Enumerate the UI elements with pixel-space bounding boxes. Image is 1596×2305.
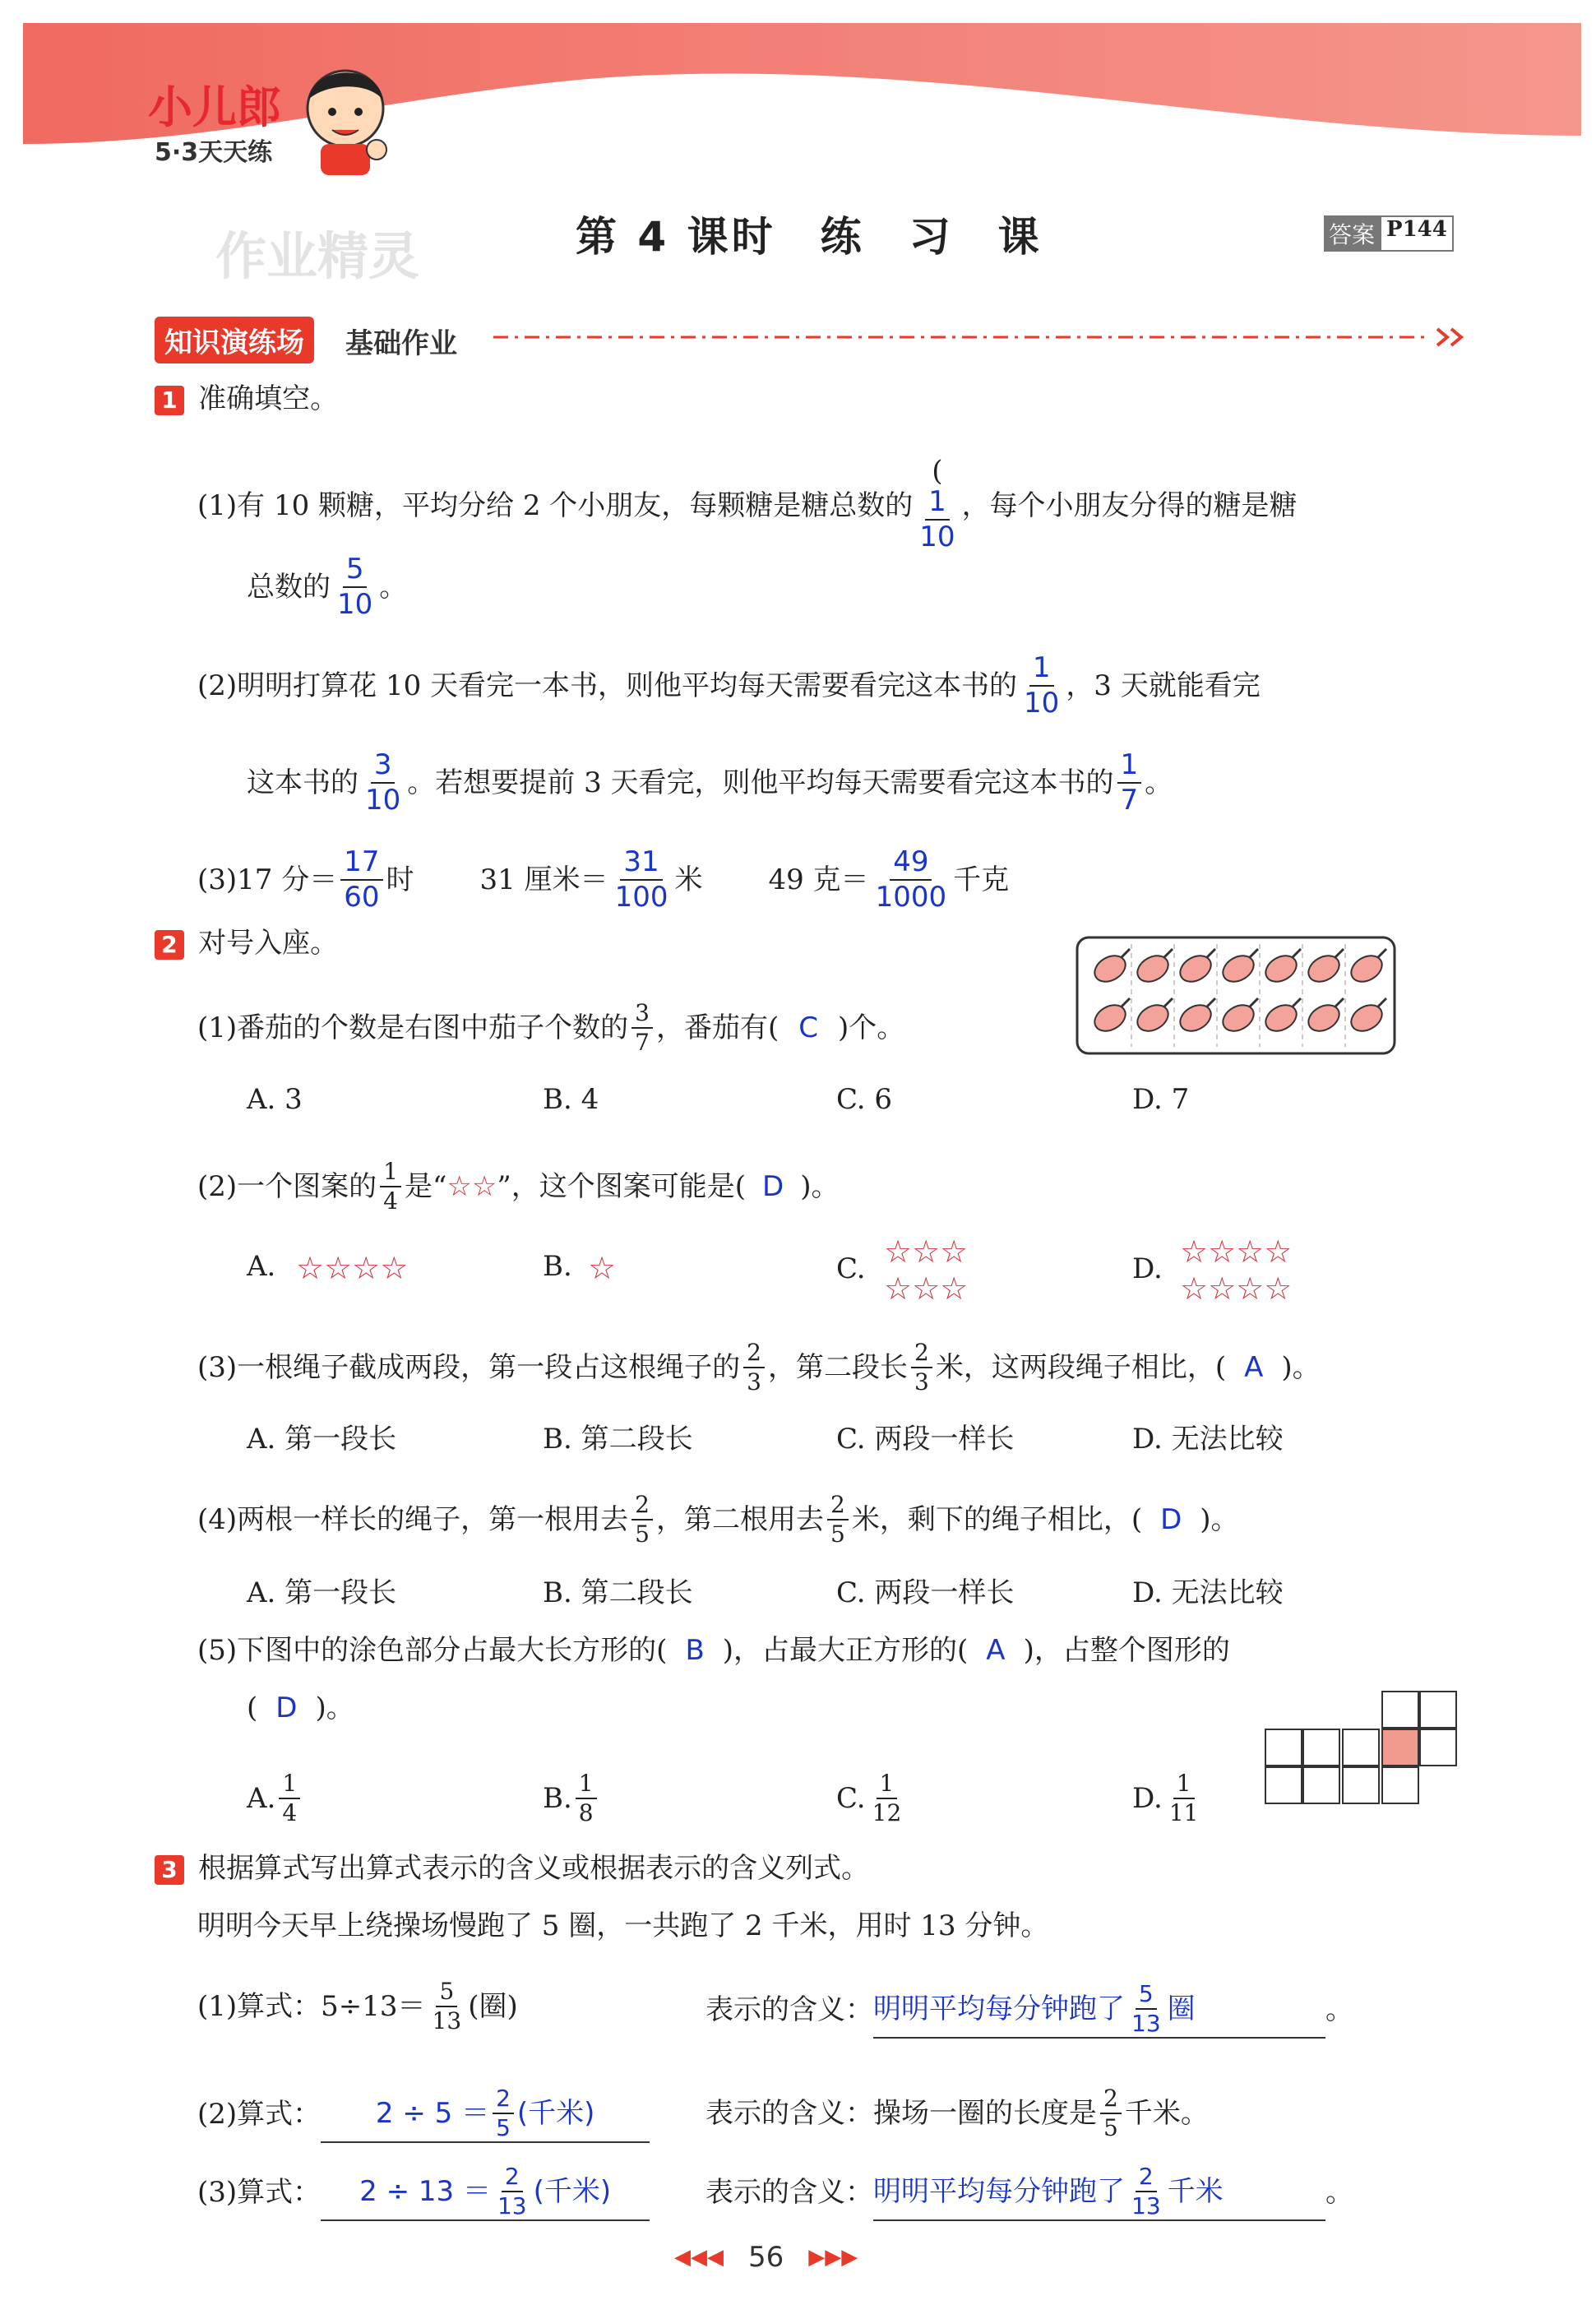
denominator: 1000 (875, 880, 947, 914)
answer-line (321, 2085, 650, 2143)
answer-text: 2 ÷ 5 ＝ (375, 2096, 490, 2130)
page-title: 第 4 课时 练 习 课 (576, 213, 1043, 261)
denominator: 13 (1131, 2009, 1161, 2037)
q2-s1-opt-d: D. 7 (1132, 1083, 1190, 1116)
q2-s4 (197, 1491, 1239, 1548)
q2-s3-opt-a: A. 第一段长 (247, 1423, 397, 1456)
q3-number: 3 (155, 1855, 184, 1885)
numerator: 1 (576, 1770, 597, 1799)
watermark: 作业精灵 (215, 226, 420, 286)
option-letter: A. (247, 1781, 276, 1815)
text: 表示的含义：操场一圈的长度是 (705, 2096, 1097, 2130)
numerator: 2 (911, 1339, 932, 1368)
grid-cell (1302, 1766, 1340, 1804)
denominator: 4 (282, 1798, 298, 1826)
text: 是“ (405, 1169, 447, 1203)
answer-fraction (493, 2085, 514, 2141)
numerator: 1 (380, 1158, 401, 1187)
q3-r1-meaning (705, 1980, 1353, 2039)
grid-cell (1342, 1729, 1380, 1766)
numerator: 2 (493, 2085, 514, 2114)
fraction (279, 1770, 300, 1826)
q3-stem: 根据算式写出算式表示的含义或根据表示的含义列式。 (198, 1852, 870, 1885)
answer: D (762, 1169, 784, 1203)
shaded-cell (1381, 1729, 1419, 1766)
numerator: 1 (877, 1770, 898, 1799)
q2-s5-line1 (197, 1634, 1230, 1667)
q2-s1-opt-b: B. 4 (543, 1083, 599, 1116)
numerator: 3 (631, 999, 653, 1029)
denominator: 3 (914, 1368, 929, 1395)
text: 。若想要提前 3 天看完，则他平均每天需要看完这本书的 (407, 766, 1114, 799)
answer-page: P144 (1380, 215, 1454, 252)
text: (3)一根绳子截成两段，第一段占这根绳子的 (197, 1350, 741, 1384)
option-letter: C. (836, 1781, 866, 1815)
answer-line (873, 1980, 1325, 2039)
q2-s5-opt-c (836, 1770, 908, 1826)
star-icon: ☆☆☆ (884, 1271, 969, 1307)
numerator: 1 (925, 485, 950, 521)
answer-ref (1324, 215, 1454, 252)
q1-p3 (197, 845, 1009, 914)
answer-fraction (1128, 1980, 1164, 2037)
grid-cell (1302, 1729, 1340, 1766)
q1-p1-line2 (247, 553, 407, 622)
fraction (1166, 1770, 1202, 1826)
fraction (429, 1978, 465, 2034)
q1-p1-line1 (197, 457, 1298, 554)
answer-label: 答案 (1324, 215, 1380, 252)
answer-fraction: ( 1 10 (916, 457, 958, 554)
footer (674, 2241, 858, 2274)
answer: A (986, 1634, 1006, 1667)
answer: C (798, 1011, 819, 1044)
q2-stem: 对号入座。 (198, 927, 339, 960)
numerator: 1 (1029, 651, 1054, 687)
series-logo: 5·3天天练 (155, 138, 273, 167)
grid-cell (1381, 1766, 1419, 1804)
text: ，每个小朋友分得的糖是糖 (961, 488, 1298, 522)
text: 总数的 (247, 570, 331, 604)
star-icon: ☆ (588, 1250, 617, 1286)
answer-fraction (1020, 651, 1062, 720)
answer-fraction (1117, 748, 1142, 817)
q3-header (155, 1854, 869, 1885)
q2-s4-opt-d: D. 无法比较 (1132, 1576, 1284, 1609)
numerator: 5 (343, 553, 368, 588)
denominator: 100 (614, 880, 668, 914)
q2-s4-opt-c: C. 两段一样长 (836, 1576, 1015, 1609)
q1-header (155, 382, 339, 415)
q3-r2-meaning (705, 2085, 1209, 2141)
denominator: 3 (747, 1368, 761, 1395)
text: )。 (315, 1692, 354, 1724)
q1-stem: 准确填空。 (198, 382, 339, 415)
text: 千米。 (1124, 2096, 1209, 2130)
q2-s3-opt-d: D. 无法比较 (1132, 1423, 1284, 1456)
text: 表示的含义： (705, 2175, 873, 2209)
fraction (576, 1770, 597, 1826)
answer-text: 千米 (1167, 2174, 1224, 2208)
denominator: 8 (578, 1798, 594, 1826)
text: (5)下图中的涂色部分占最大长方形的( (197, 1634, 668, 1667)
q2-s2 (197, 1158, 839, 1215)
q3-r3-formula (197, 2163, 650, 2221)
q2-s5-line2 (247, 1694, 354, 1722)
answer-line (873, 2163, 1325, 2221)
answer-fraction (872, 845, 951, 914)
denominator: 13 (432, 2006, 462, 2034)
text: )，占整个图形的 (1023, 1634, 1230, 1667)
text: 千克 (953, 863, 1010, 896)
prev-arrows-icon: ◀◀◀ (674, 2245, 724, 2270)
text: ”，这个图案可能是( (497, 1169, 747, 1203)
text: 这本书的 (247, 766, 359, 799)
text: 米 (674, 863, 703, 896)
grid-cell (1265, 1766, 1302, 1804)
page-number: 56 (748, 2241, 784, 2274)
answer-fraction (494, 2163, 530, 2219)
text: (1)算式：5÷13＝ (197, 1989, 426, 2023)
q2-number: 2 (155, 930, 184, 960)
q2-s2-opt-a-letter: A. (247, 1250, 276, 1283)
numerator: 2 (743, 1339, 765, 1368)
fraction (631, 1491, 653, 1548)
grid-cell (1265, 1729, 1302, 1766)
numerator: 5 (1136, 1980, 1157, 2010)
q2-s3-opt-c: C. 两段一样长 (836, 1423, 1015, 1456)
section-subtitle: 基础作业 (345, 327, 457, 360)
text: 米，这两段绳子相比，( (935, 1350, 1227, 1384)
text: ，3 天就能看完 (1066, 669, 1261, 702)
numerator: 2 (1100, 2085, 1122, 2114)
grid-cell (1381, 1691, 1419, 1729)
denominator: 60 (344, 880, 380, 914)
option-letter: B. (543, 1781, 572, 1815)
q2-s3 (197, 1339, 1321, 1395)
answer-text: 圈 (1167, 1992, 1196, 2025)
next-arrows-icon: ▶▶▶ (808, 2245, 858, 2270)
star-icon: ☆☆☆☆ (296, 1250, 409, 1286)
denominator: 5 (496, 2113, 511, 2141)
answer-text: 2 ÷ 13 ＝ (359, 2174, 491, 2208)
grid-cell (1419, 1691, 1457, 1729)
text: )，占最大正方形的( (722, 1634, 969, 1667)
denominator: 13 (1131, 2192, 1161, 2219)
section-tag: 知识演练场 (155, 317, 314, 363)
numerator: 31 (620, 845, 662, 881)
q2-s2-opt-d-letter: D. (1132, 1252, 1163, 1285)
q2-s4-opt-b: B. 第二段长 (543, 1576, 693, 1609)
answer-text: (千米) (516, 2096, 595, 2130)
fraction (743, 1339, 765, 1395)
fraction (1100, 2085, 1122, 2141)
text: (4)两根一样长的绳子，第一根用去 (197, 1502, 629, 1536)
fraction (869, 1770, 905, 1826)
fraction (827, 1491, 849, 1548)
text: (1)有 10 颗糖，平均分给 2 个小朋友，每颗糖是糖总数的 (197, 488, 914, 522)
text: (2)明明打算花 10 天看完一本书，则他平均每天需要看完这本书的 (197, 669, 1018, 702)
denominator: 10 (1024, 686, 1060, 720)
option-letter: D. (1132, 1781, 1163, 1815)
denominator: 7 (1120, 783, 1139, 817)
denominator: 13 (497, 2192, 527, 2219)
answer-fraction (362, 748, 404, 817)
mascot-icon (296, 58, 395, 177)
q1-p2-line2 (247, 748, 1173, 817)
q2-s5-opt-d (1132, 1770, 1205, 1826)
text: 表示的含义： (705, 1993, 873, 2026)
denominator: 4 (383, 1187, 398, 1215)
text: ，第二段长 (768, 1350, 908, 1384)
q2-s4-opt-a: A. 第一段长 (247, 1576, 397, 1609)
numerator: 2 (502, 2163, 523, 2192)
grid-cell (1342, 1766, 1380, 1804)
q2-s1-opt-c: C. 6 (836, 1083, 893, 1116)
answer-fraction (340, 845, 382, 914)
denominator: 10 (365, 783, 401, 817)
answer-text: (千米) (533, 2174, 612, 2208)
star-icon: ☆☆ (446, 1169, 497, 1203)
answer-line (321, 2163, 650, 2221)
q3-r2-formula (197, 2085, 650, 2143)
numerator: 1 (279, 1770, 300, 1799)
numerator: 5 (436, 1978, 457, 2007)
q2-s1-opt-a: A. 3 (247, 1083, 303, 1116)
text: 米，剩下的绳子相比，( (851, 1502, 1143, 1536)
eggplant-figure (1076, 936, 1396, 1055)
text: 。 (1325, 1993, 1353, 2026)
text: 时 (386, 863, 414, 896)
star-icon: ☆☆☆☆ (1180, 1271, 1293, 1307)
answer-text: 明明平均每分钟跑了 (873, 1992, 1125, 2025)
answer-fraction (612, 845, 672, 914)
q2-s2-opt-c-letter: C. (836, 1252, 866, 1285)
denominator: 5 (1103, 2113, 1118, 2141)
q1-number: 1 (155, 386, 184, 415)
numerator: 1 (1173, 1770, 1195, 1799)
denominator: 5 (635, 1520, 650, 1548)
answer: D (275, 1692, 298, 1724)
q2-s2-opt-b-letter: B. (543, 1250, 572, 1283)
text: 。 (379, 570, 408, 604)
answer-fraction (1128, 2163, 1164, 2219)
text: 。 (1145, 766, 1173, 799)
answer: B (685, 1634, 705, 1667)
grid-figure (1265, 1691, 1462, 1814)
numerator: 3 (371, 748, 396, 784)
denominator: 12 (872, 1798, 902, 1826)
star-icon: ☆☆☆ (884, 1233, 969, 1270)
denominator: 11 (1168, 1798, 1199, 1826)
fraction (911, 1339, 932, 1395)
q2-s3-opt-b: B. 第二段长 (543, 1423, 693, 1456)
text: )。 (800, 1169, 840, 1203)
denominator: 7 (635, 1028, 650, 1056)
answer: D (1160, 1502, 1182, 1536)
brand-logo: 小儿郎 (148, 81, 281, 133)
text: ，第二根用去 (656, 1502, 824, 1536)
q2-header (155, 929, 338, 960)
text: 49 克＝ (768, 863, 869, 896)
text: (2)一个图案的 (197, 1169, 377, 1203)
section-divider (493, 325, 1472, 349)
numerator: 2 (631, 1491, 653, 1520)
q2-s1 (197, 999, 904, 1056)
q2-s5-opt-a (247, 1770, 303, 1826)
text: 31 厘米＝ (479, 863, 608, 896)
q3-r3-meaning (705, 2163, 1353, 2221)
text: ，番茄有( (656, 1011, 779, 1044)
numerator: 49 (890, 845, 932, 881)
answer-text: 明明平均每分钟跑了 (873, 2174, 1125, 2208)
numerator: 2 (1136, 2163, 1157, 2192)
answer-fraction (334, 553, 376, 622)
denominator: 5 (830, 1520, 845, 1548)
text: 。 (1325, 2175, 1353, 2209)
answer: A (1244, 1350, 1264, 1384)
text: (2)算式： (197, 2097, 322, 2131)
text: )个。 (838, 1011, 905, 1044)
fraction (631, 999, 653, 1056)
text: (1)番茄的个数是右图中茄子个数的 (197, 1011, 629, 1044)
fraction (380, 1158, 401, 1215)
denominator: 10 (919, 520, 955, 553)
star-icon: ☆☆☆☆ (1180, 1233, 1293, 1270)
q1-p2-line1 (197, 651, 1261, 720)
numerator: 17 (340, 845, 382, 881)
grid-cell (1419, 1729, 1457, 1766)
text: (圈) (468, 1989, 518, 2023)
q3-context: 明明今天早上绕操场慢跑了 5 圈，一共跑了 2 千米，用时 13 分钟。 (197, 1909, 1049, 1942)
denominator: 10 (337, 587, 373, 621)
q3-r1-formula (197, 1978, 518, 2034)
q2-s5-opt-b (543, 1770, 600, 1826)
text: )。 (1200, 1502, 1239, 1536)
text: (3)算式： (197, 2175, 322, 2209)
numerator: 2 (827, 1491, 849, 1520)
text: (3)17 分＝ (197, 863, 338, 896)
numerator: 1 (1117, 748, 1142, 784)
text: ( (247, 1692, 258, 1724)
text: )。 (1281, 1350, 1321, 1384)
